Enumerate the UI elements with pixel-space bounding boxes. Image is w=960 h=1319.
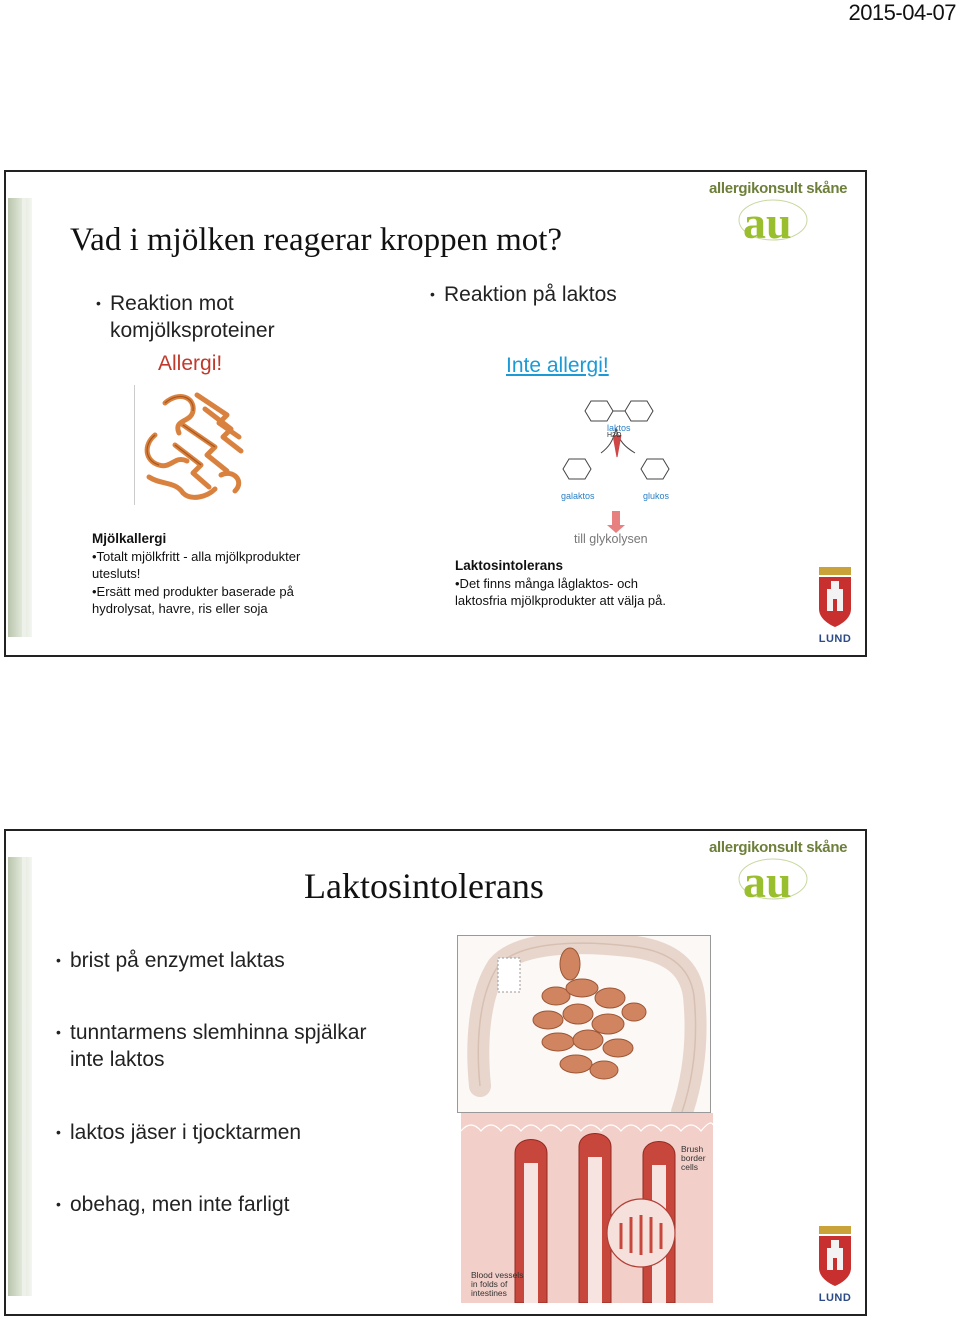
au-monogram-icon: [737, 194, 827, 242]
bullet-item: [56, 1191, 290, 1218]
allergikonsult-logo: [709, 178, 861, 242]
slide-1-title: Vad i mjölken reagerar kroppen mot?: [70, 222, 563, 258]
glucose-label: glukos: [643, 491, 670, 501]
galactose-label: galaktos: [561, 491, 595, 501]
small-intestine-icon: [458, 936, 711, 1113]
logo-monogram: au: [743, 197, 792, 242]
lactose-intolerance-heading: Laktosintolerans: [455, 558, 564, 573]
bullet-item: [56, 947, 285, 974]
bullet-line: Reaktion på laktos: [444, 283, 617, 306]
au-monogram-icon: [737, 853, 827, 901]
decorative-side-bar: [8, 198, 32, 637]
bullet-dot-icon: •: [56, 1196, 61, 1212]
bullet-line: Reaktion mot: [110, 292, 234, 315]
bullet-dot-icon: •: [56, 1024, 61, 1040]
decorative-side-bar: [8, 857, 32, 1296]
bullet-dot-icon: •: [430, 286, 435, 302]
not-allergy-verdict: Inte allergi!: [506, 354, 609, 377]
info-line: •Totalt mjölkfritt - alla mjölkprodukter: [92, 548, 301, 564]
bullet-line: brist på enzymet laktas: [70, 949, 285, 972]
label-line: cells: [681, 1162, 699, 1172]
bullet-milk-protein: [96, 290, 275, 344]
lactose-molecule-icon: [551, 385, 681, 553]
info-line: •Det finns många låglaktos- och: [455, 575, 639, 591]
blood-vessels-label: [471, 1271, 523, 1298]
lactose-breakdown-diagram: [551, 385, 681, 553]
bullet-dot-icon: •: [96, 295, 101, 311]
slide-2: [4, 829, 867, 1316]
lund-crest-icon: [815, 1224, 855, 1290]
bullet-item: [56, 1119, 302, 1146]
info-line: laktosfria mjölkprodukter att välja på.: [455, 593, 666, 608]
info-line: •Ersätt med produkter baserade på: [92, 583, 294, 599]
glycolysis-label: till glykolysen: [574, 532, 648, 546]
logo-brand-text: allergikonsult skåne: [709, 839, 848, 856]
allergikonsult-logo: [709, 837, 861, 901]
label-line: intestines: [471, 1288, 507, 1298]
bullet-line: inte laktos: [70, 1048, 165, 1071]
bullet-line: obehag, men inte farligt: [70, 1193, 290, 1216]
bullet-line: komjölksproteiner: [110, 319, 275, 342]
bullet-line: tunntarmens slemhinna spjälkar: [70, 1021, 367, 1044]
brush-border-label: [681, 1145, 706, 1172]
lactose-intolerance-info: [455, 557, 715, 610]
lund-crest-logo: [815, 565, 851, 645]
label-line: Blood vessels: [471, 1270, 524, 1280]
protein-ribbon-icon: [135, 385, 251, 505]
bullet-lactose-reaction: [430, 281, 617, 308]
bullet-item: [56, 1019, 367, 1073]
info-line: hydrolysat, havre, ris eller soja: [92, 601, 268, 616]
lactose-label: laktos: [607, 423, 631, 433]
bullet-dot-icon: •: [56, 1124, 61, 1140]
bullet-line: laktos jäser i tjocktarmen: [70, 1121, 302, 1144]
slide-1: [4, 170, 867, 657]
page-date: 2015-04-07: [848, 0, 956, 25]
intestine-illustration: [457, 935, 711, 1113]
info-line: utesluts!: [92, 566, 141, 581]
water-label: H2O: [607, 432, 622, 439]
intestinal-villi-illustration: [461, 1113, 713, 1303]
lund-logo-text: LUND: [818, 633, 852, 645]
slide-2-title: Laktosintolerans: [304, 866, 544, 906]
allergy-verdict: Allergi!: [158, 352, 223, 375]
logo-monogram: au: [743, 856, 792, 901]
lund-crest-icon: [815, 565, 855, 631]
milk-allergy-heading: Mjölkallergi: [92, 531, 167, 546]
label-line: in folds of: [471, 1279, 508, 1289]
milk-allergy-info: [92, 530, 342, 618]
bullet-dot-icon: •: [56, 952, 61, 968]
logo-brand-text: allergikonsult skåne: [709, 180, 848, 197]
lund-logo-text: LUND: [818, 1292, 852, 1304]
lund-crest-logo: [815, 1224, 851, 1304]
milk-protein-illustration: [134, 385, 250, 505]
label-line: border: [681, 1153, 706, 1163]
label-line: Brush: [681, 1144, 704, 1154]
